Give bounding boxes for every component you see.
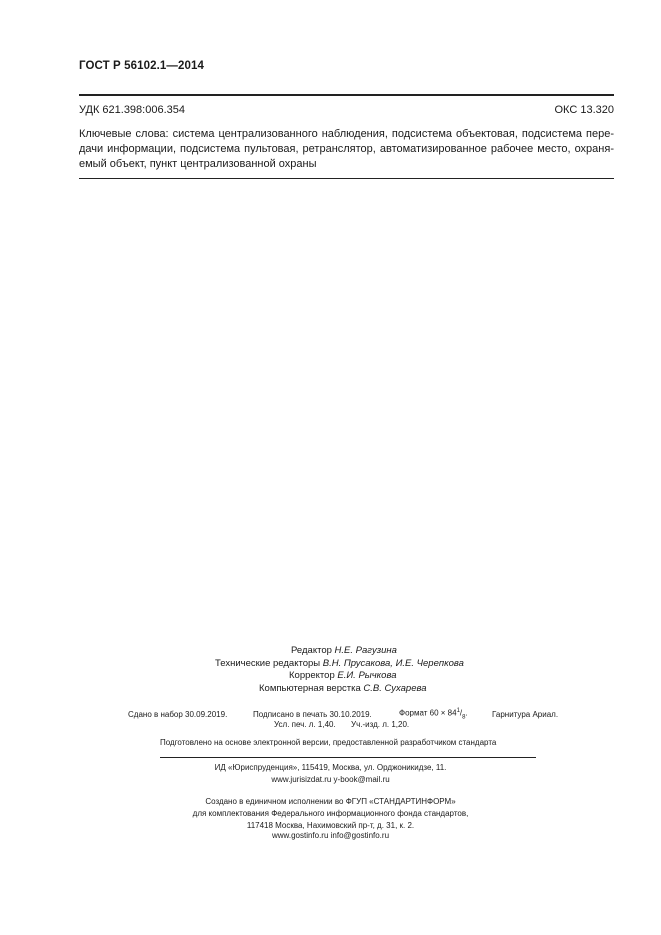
format-denominator: 8 (462, 714, 466, 721)
standard-code: ГОСТ Р 56102.1—2014 (79, 60, 204, 72)
publisher-address: ИД «Юриспруденция», 115419, Москва, ул. Орджоникидзе, 11. (214, 763, 447, 772)
editor-name: Н.Е. Рагузина (334, 645, 397, 656)
submitted-date: Сдано в набор 30.09.2019. (128, 710, 228, 719)
corrector-credit (289, 670, 397, 681)
layout-label: Компьютерная верстка (259, 683, 361, 694)
keywords-line: Ключевые слова: система централизованного наблюдения, подсистема объектовая, подсистема пере- (79, 128, 614, 140)
top-divider (79, 94, 614, 96)
layout-credit (259, 683, 427, 694)
corrector-name: Е.И. Рычкова (337, 670, 397, 681)
standartinform-contacts: www.gostinfo.ru info@gostinfo.ru (271, 831, 390, 840)
corrector-label: Корректор (289, 670, 335, 681)
tech-editors-label: Технические редакторы (215, 658, 321, 669)
keywords-line: емый объект, пункт централизованной охраны (79, 158, 317, 170)
format-numerator: 1 (456, 708, 460, 714)
tech-editors-names: В.Н. Прусакова, И.Е. Черепкова (322, 658, 464, 669)
typeface-info: Гарнитура Ариал. (492, 710, 559, 719)
tech-editors-credit (215, 658, 464, 669)
editor-credit (291, 645, 397, 656)
created-note: Создано в единичном исполнении во ФГУП «СТАНДАРТИНФОРМ» (205, 797, 456, 806)
editor-label: Редактор (291, 645, 332, 656)
udk-code: УДК 621.398:006.354 (79, 104, 185, 116)
prepared-note: Подготовлено на основе электронной версии, предоставленной разработчиком стандарта (160, 738, 497, 747)
publisher-contacts: www.jurisizdat.ru y-book@mail.ru (271, 775, 390, 784)
publisher-divider (160, 757, 536, 758)
print-sheets: Усл. печ. л. 1,40. (274, 720, 336, 729)
layout-name: С.В. Сухарева (363, 683, 427, 694)
keywords-line: дачи информации, подсистема пультовая, ретранслятор, автоматизированное рабочее место, охраня- (79, 143, 614, 155)
oks-code: ОКС 13.320 (554, 104, 614, 116)
keywords-divider (79, 178, 614, 179)
signed-date: Подписано в печать 30.10.2019. (253, 710, 372, 719)
format-prefix: Формат 60 × 84 (399, 708, 457, 718)
standartinform-address: 117418 Москва, Нахимовский пр-т, д. 31, к. 2. (246, 821, 415, 830)
publishing-sheets: Уч.-изд. л. 1,20. (351, 720, 410, 729)
format-info: Формат $60 \times 84^1/_8$. (399, 708, 468, 721)
fund-note: для комплектования Федерального информационного фонда стандартов, (192, 809, 469, 818)
keywords-paragraph (79, 127, 614, 172)
format-suffix: . (465, 708, 468, 718)
